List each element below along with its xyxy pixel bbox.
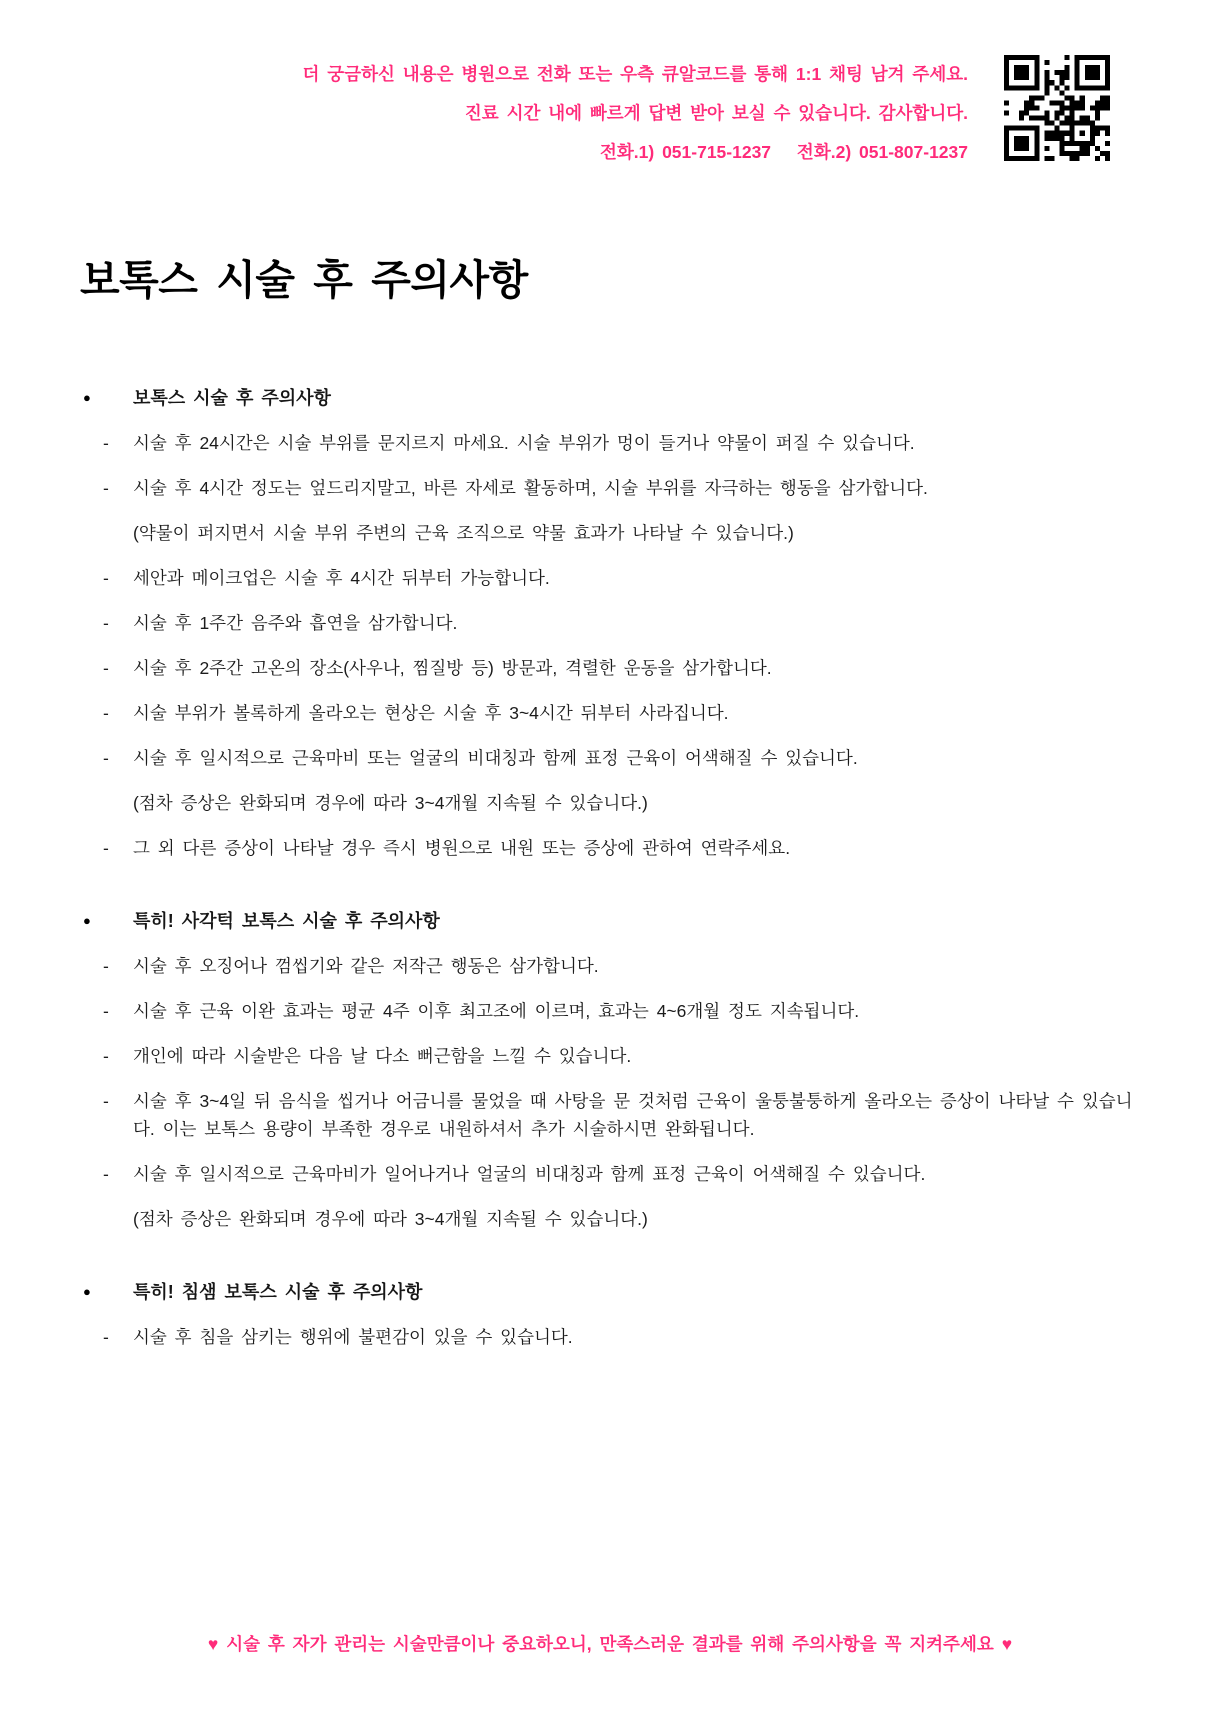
dash-icon: - (103, 613, 109, 633)
list-item-text: 시술 후 일시적으로 근육마비 또는 얼굴의 비대칭과 함께 표정 근육이 어색해질 수 있습니다. (133, 748, 858, 768)
section-heading (83, 1278, 1150, 1306)
list-item-text: 세안과 메이크업은 시술 후 4시간 뒤부터 가능합니다. (133, 568, 550, 588)
dash-icon: - (103, 568, 109, 588)
sections-container (83, 384, 1150, 1351)
list-item (83, 1323, 1150, 1351)
dash-icon: - (103, 1327, 109, 1347)
dash-icon: - (103, 1046, 109, 1066)
list-item (83, 1042, 1150, 1070)
list-item-text: 시술 후 근육 이완 효과는 평균 4주 이후 최고조에 이르며, 효과는 4~6개월 정도 지속됩니다. (133, 1001, 860, 1021)
dash-icon: - (103, 956, 109, 976)
section-0 (83, 384, 1150, 862)
list-item-text: 시술 후 1주간 음주와 흡연을 삼가합니다. (133, 613, 458, 633)
header-line-2: 진료 시간 내에 빠르게 답변 받아 보실 수 있습니다. 감사합니다. (464, 103, 968, 123)
list-item (83, 609, 1150, 637)
list-item (83, 564, 1150, 592)
list-item (83, 1160, 1150, 1188)
list-item-text: 시술 후 4시간 정도는 엎드리지말고, 바른 자세로 활동하며, 시술 부위를 자극하는 행동을 삼가합니다. (133, 478, 928, 498)
list-item-text: (약물이 퍼지면서 시술 부위 주변의 근육 조직으로 약물 효과가 나타날 수 있습니다.) (133, 523, 794, 543)
phone-number-2: 전화.2) 051-807-1237 (796, 142, 968, 162)
list-item-text: 시술 후 3~4일 뒤 음식을 씹거나 어금니를 물었을 때 사탕을 문 것처럼 근육이 울퉁불퉁하게 올라오는 증상이 나타날 수 있습니다. 이는 보톡스 용량이 부족한 경우로 내원하셔서 추가 시술하시면 완화됩니다. (133, 1091, 1133, 1139)
list-item (83, 699, 1150, 727)
footer-text: 시술 후 자가 관리는 시술만큼이나 중요하오니, 만족스러운 결과를 위해 주의사항을 꼭 지켜주세요 (226, 1634, 994, 1654)
list-item (83, 997, 1150, 1025)
list-item (83, 474, 1150, 502)
list-item (83, 834, 1150, 862)
section-1 (83, 907, 1150, 1233)
qr-code-icon (1004, 55, 1110, 161)
section-heading-text: 특히! 사각턱 보톡스 시술 후 주의사항 (133, 911, 440, 931)
list-item-text: 시술 후 2주간 고온의 장소(사우나, 찜질방 등) 방문과, 격렬한 운동을 삼가합니다. (133, 658, 772, 678)
list-item-text: 시술 후 침을 삼키는 행위에 불편감이 있을 수 있습니다. (133, 1327, 573, 1347)
section-heading (83, 907, 1150, 935)
bullet-icon: ● (83, 913, 91, 928)
section-heading-text: 특히! 침샘 보톡스 시술 후 주의사항 (133, 1282, 423, 1302)
list-item-text: 시술 후 오징어나 껌씹기와 같은 저작근 행동은 삼가합니다. (133, 956, 599, 976)
bullet-icon: ● (83, 1284, 91, 1299)
heart-icon: ♥ (1001, 1634, 1013, 1654)
header-phone-numbers (303, 133, 968, 172)
heart-icon: ♥ (207, 1634, 219, 1654)
list-item-text: 시술 후 일시적으로 근육마비가 일어나거나 얼굴의 비대칭과 함께 표정 근육이 어색해질 수 있습니다. (133, 1164, 926, 1184)
dash-icon: - (103, 1164, 109, 1184)
list-item-text: (점차 증상은 완화되며 경우에 따라 3~4개월 지속될 수 있습니다.) (133, 793, 648, 813)
phone-number-1: 전화.1) 051-715-1237 (599, 142, 772, 162)
dash-icon: - (103, 433, 109, 453)
dash-icon: - (103, 1001, 109, 1021)
dash-icon: - (103, 703, 109, 723)
section-heading-text: 보톡스 시술 후 주의사항 (133, 388, 331, 408)
list-item-text: 개인에 따라 시술받은 다음 날 다소 뻐근함을 느낄 수 있습니다. (133, 1046, 632, 1066)
section-2 (83, 1278, 1150, 1351)
header-contact-text (303, 55, 968, 172)
list-item (83, 952, 1150, 980)
list-item-text: 시술 부위가 볼록하게 올라오는 현상은 시술 후 3~4시간 뒤부터 사라집니다. (133, 703, 729, 723)
page-title: 보톡스 시술 후 주의사항 (80, 257, 528, 303)
list-item-note (83, 519, 1150, 547)
dash-icon: - (103, 658, 109, 678)
list-item (83, 744, 1150, 772)
header-line-1: 더 궁금하신 내용은 병원으로 전화 또는 우측 큐알코드를 통해 1:1 채팅 남겨 주세요. (302, 64, 968, 84)
list-item-note (83, 789, 1150, 817)
list-item-note (83, 1205, 1150, 1233)
list-item-text: 시술 후 24시간은 시술 부위를 문지르지 마세요. 시술 부위가 멍이 들거나 약물이 퍼질 수 있습니다. (133, 433, 915, 453)
list-item (83, 1087, 1150, 1143)
list-item (83, 429, 1150, 457)
dash-icon: - (103, 1091, 109, 1111)
dash-icon: - (103, 838, 109, 858)
header (0, 55, 1110, 172)
list-item-text: (점차 증상은 완화되며 경우에 따라 3~4개월 지속될 수 있습니다.) (133, 1209, 648, 1229)
section-heading (83, 384, 1150, 412)
list-item (83, 654, 1150, 682)
list-item-text: 그 외 다른 증상이 나타날 경우 즉시 병원으로 내원 또는 증상에 관하여 연락주세요. (133, 838, 791, 858)
dash-icon: - (103, 478, 109, 498)
dash-icon: - (103, 748, 109, 768)
bullet-icon: ● (83, 390, 91, 405)
footer-note (0, 1631, 1220, 1656)
